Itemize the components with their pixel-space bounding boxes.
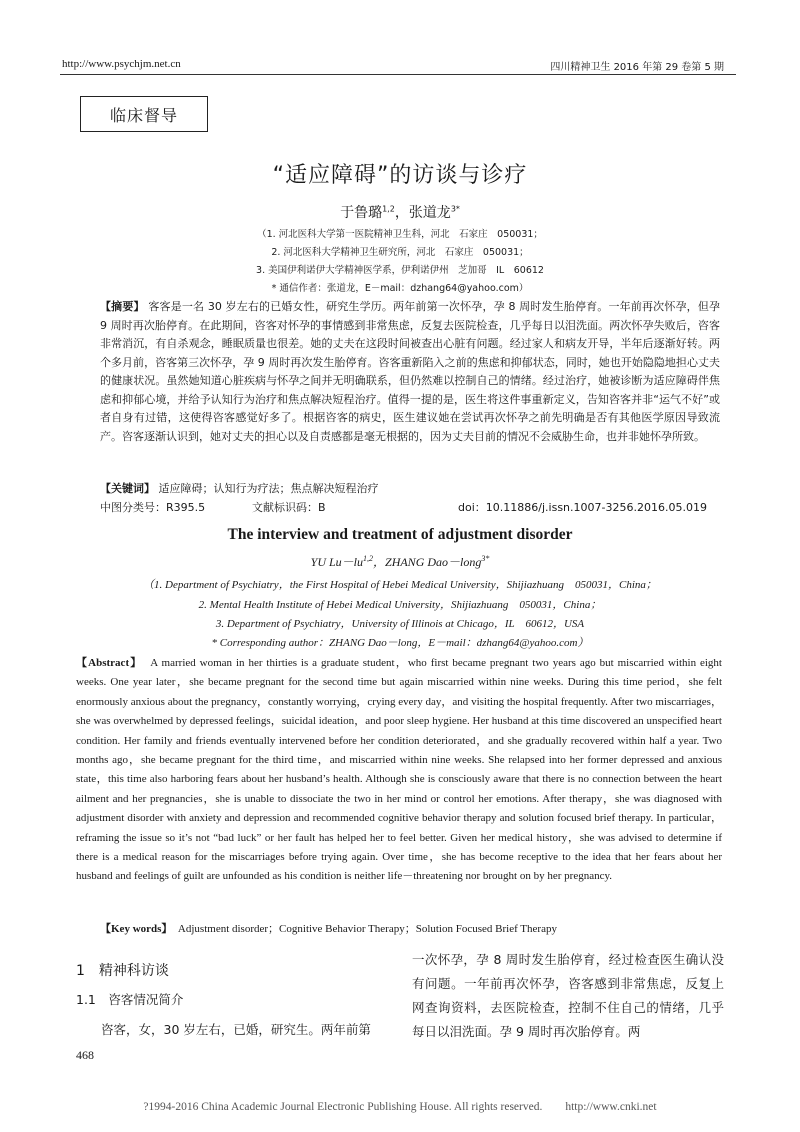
classification-line bbox=[100, 499, 205, 515]
en-author-2: ZHANG Dao－long bbox=[385, 555, 482, 569]
doi-line bbox=[458, 499, 707, 515]
english-title: The interview and treatment of adjustment disorder bbox=[227, 526, 573, 543]
en-author-2-affil: 3* bbox=[481, 554, 490, 563]
en-author-1-affil: 1,2 bbox=[363, 554, 373, 563]
english-authors bbox=[0, 553, 800, 570]
section-label-text: 临床督导 bbox=[109, 105, 178, 125]
subsection-heading: 1.1 咨客情况简介 bbox=[76, 992, 184, 1007]
english-affiliation-1: （1. Department of Psychiatry，the First Hospital of Hebei Medical University，Shijiazhuang 050031，China； bbox=[143, 579, 657, 591]
doc-code-value: B bbox=[318, 501, 326, 514]
chinese-keywords-label: 【关键词】 bbox=[100, 482, 155, 495]
author-2-affil: 3* bbox=[450, 204, 460, 214]
header-rule bbox=[60, 74, 736, 75]
section-label bbox=[80, 96, 208, 132]
author-1: 于鲁璐 bbox=[340, 205, 383, 221]
english-affiliation-2: 2. Mental Health Institute of Hebei Medical University，Shijiazhuang 050031，China； bbox=[198, 599, 602, 611]
english-keywords-label: 【Key words】 bbox=[100, 923, 173, 935]
body-right-column bbox=[412, 948, 724, 1044]
doi-label: doi： bbox=[458, 501, 486, 514]
en-author-1: YU Lu－lu bbox=[310, 555, 363, 569]
chinese-affiliation-3: 3. 美国伊利诺伊大学精神医学系，伊利诺伊州 芝加哥 IL 60612 bbox=[256, 265, 544, 276]
chinese-title: “适应障碍”的访谈与诊疗 bbox=[272, 163, 528, 188]
chinese-abstract-label: 【摘要】 bbox=[100, 300, 145, 313]
author-separator: ， bbox=[394, 205, 409, 221]
english-affiliation-3: 3. Department of Psychiatry，University of Illinois at Chicago，IL 60612，USA bbox=[215, 618, 585, 630]
chinese-affiliation-1: （1. 河北医科大学第一医院精神卫生科，河北 石家庄 050031； bbox=[257, 229, 543, 240]
english-abstract-text: A married woman in her thirties is a graduate student，who first became pregnant two years ago but miscarried within eight weeks. One year later，she became pregnant for the second time but again miscarried within nine weeks. During this time period，she felt enormously anxious about the pregnancy，constantly worrying，crying every day，and visiting the hospital frequently. After two miscarriages，she was overwhelmed by depressed feelings，suicidal ideation，and poor sleep hygiene. Her husband at this time discovered an unspecified heart condition. Her family and friends eventually intervened before her condition deteriorated，and she gradually recovered within half a year. Two months ago，she became pregnant for the third time，and miscarried within nine weeks. She relapsed into her former depressed and anxious state，this time also harboring fears about her husband’s health. Although she is consciously aware that there is no connection between the heart ailment and her pregnancies，she is unable to dissociate the two in her mind or control her emotions. After therapy，she was diagnosed with adjustment disorder with anxiety and depression and recommended cognitive behavior therapy and solution focused brief therapy. In particular，reframing the issue so it’s not “bad luck” or her fault has helped her to feel better. Given her medical history，she was advised to determine if there is a medical reason for the miscarriages before trying again. Over time，she has become receptive to the idea that her fears about her husband and feelings of guilt are unfounded as his condition is neither life－threatening nor brought on by her pregnancy. bbox=[76, 657, 722, 883]
english-corresponding: * Corresponding author：ZHANG Dao－long，E－mail：dzhang64@yahoo.com） bbox=[211, 637, 589, 649]
en-author-separator: ， bbox=[373, 555, 386, 569]
chinese-abstract bbox=[100, 298, 720, 446]
chinese-authors bbox=[0, 202, 800, 222]
journal-issue: 四川精神卫生 2016 年第 29 卷第 5 期 bbox=[550, 62, 724, 73]
chinese-abstract-text: 客客是一名 30 岁左右的已婚女性，研究生学历。两年前第一次怀孕，孕 8 周时发生胎停育。一年前再次怀孕，但孕 9 周时再次胎停育。在此期间，咨客对怀孕的事情感到非常焦虑，反复去医院检查，几乎每日以泪洗面。两次怀孕失败后，咨客非常消沉，有自杀观念，睡眠质量也很差。她的丈夫在这段时间被查出心脏有问题。经过家人和病友开导，半年后逐渐好转。两个多月前，咨客第三次怀孕，孕 9 周时再次发生胎停育。咨客重新陷入之前的焦虑和抑郁状态，同时，她也开始隐隐地担心丈夫的健康状况。虽然她知道心脏疾病与怀孕之间并无明确联系，但仍然难以控制自己的情绪。经过治疗，她被诊断为适应障碍伴焦虑和抑郁心境，并给予认知行为治疗和焦点解决短程治疗。值得一提的是，医生将这件事重新定义，告知咨客并非“运气不好”或者自身有过错，这使得咨客感觉好多了。根据咨客的病史，医生建议她在尝试再次怀孕之前先明确是否有其他医学原因导致流产。咨客逐渐认识到，她对丈夫的担心以及自责感都是毫无根据的，因为丈夫目前的情况不会威胁生命，也并非她怀孕所致。 bbox=[100, 300, 721, 443]
section-heading: 1 精神科访谈 bbox=[76, 963, 169, 979]
chinese-affiliation-2: 2. 河北医科大学精神卫生研究所，河北 石家庄 050031； bbox=[271, 247, 529, 258]
english-keywords bbox=[100, 920, 557, 936]
chinese-keywords bbox=[100, 480, 379, 496]
body-paragraph-right: 一次怀孕，孕 8 周时发生胎停育，经过检查医生确认没有问题。一年前再次怀孕，咨客感到非常焦虑，反复上网查询资料，去医院检查，控制不住自己的情绪，几乎每日以泪洗面。孕 9 周时再次胎停育。两 bbox=[412, 952, 724, 1039]
journal-url: http://www.psychjm.net.cn bbox=[62, 58, 181, 70]
english-abstract-label: 【Abstract】 bbox=[76, 657, 143, 669]
author-1-affil: 1,2 bbox=[382, 204, 395, 214]
english-abstract bbox=[76, 654, 722, 887]
class-label: 中图分类号： bbox=[100, 501, 166, 514]
author-2: 张道龙 bbox=[408, 205, 451, 221]
chinese-corresponding: * 通信作者：张道龙，E－mail：dzhang64@yahoo.com） bbox=[271, 283, 529, 294]
body-left-column bbox=[76, 956, 394, 1042]
page-number: 468 bbox=[76, 1048, 94, 1062]
body-paragraph-left: 咨客，女，30 岁左右，已婚，研究生。两年前第 bbox=[101, 1022, 371, 1037]
doc-code-label: 文献标识码： bbox=[252, 501, 318, 514]
doc-code-line bbox=[252, 499, 326, 515]
english-keywords-text: Adjustment disorder；Cognitive Behavior Therapy；Solution Focused Brief Therapy bbox=[177, 923, 557, 935]
class-value: R395.5 bbox=[166, 501, 206, 514]
chinese-keywords-text: 适应障碍；认知行为疗法；焦点解决短程治疗 bbox=[158, 482, 379, 495]
doi-value: 10.11886/j.issn.1007-3256.2016.05.019 bbox=[485, 501, 707, 514]
publisher-footer: ?1994-2016 China Academic Journal Electronic Publishing House. All rights reserved. http://www.cnki.net bbox=[143, 1101, 657, 1113]
